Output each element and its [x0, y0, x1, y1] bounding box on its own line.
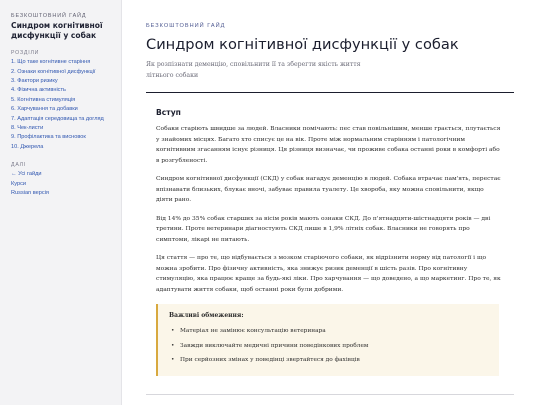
toc-link-environment[interactable]: 7. Адаптація середовища та догляд: [11, 115, 104, 122]
table-of-contents: [11, 58, 121, 152]
toc-link-prevention[interactable]: 9. Профілактика та висновок: [11, 134, 86, 141]
page-title: Синдром когнітивної дисфункції у собак: [146, 36, 459, 53]
callout-title: Важливі обмеження:: [169, 312, 244, 320]
toc-link-signs[interactable]: 2. Ознаки когнітивної дисфункції: [11, 68, 96, 75]
all-guides-link[interactable]: ← Усі гайди: [11, 171, 42, 178]
callout-item: [169, 353, 489, 368]
bullet-dot: •: [171, 342, 175, 349]
section-heading-intro: Вступ: [156, 108, 181, 118]
next-links: [11, 170, 121, 198]
callout-item-text: Завжди виключайте медичні причини поведінкових проблем: [180, 342, 369, 349]
courses-link[interactable]: Курси: [11, 180, 27, 187]
sidebar-title: Синдром когнітивної дисфункції у собак: [11, 21, 103, 40]
toc-link-checklists[interactable]: 8. Чек-листи: [11, 125, 44, 132]
callout-item: [169, 324, 489, 339]
callout-list: [169, 324, 489, 368]
toc-link-physical-activity[interactable]: 4. Фізична активність: [11, 87, 66, 94]
callout-item: [169, 339, 489, 354]
main-content: [146, 0, 516, 405]
toc-link-risk-factors[interactable]: 3. Фактори ризику: [11, 78, 58, 84]
bullet-dot: •: [171, 328, 175, 335]
toc-link-cognitive-stimulation[interactable]: 5. Когнітивна стимуляція: [11, 96, 76, 103]
toc-link-nutrition[interactable]: 6. Харчування та добавки: [11, 106, 78, 113]
section-divider: [146, 394, 514, 395]
russian-version-link[interactable]: Russian версія: [11, 190, 49, 197]
toc-link-what-is-cognitive-aging[interactable]: 1. Що таке когнітивне старіння: [11, 59, 91, 66]
article-body: [146, 108, 516, 395]
toc-link-sources[interactable]: 10. Джерела: [11, 143, 44, 150]
article-paragraph: Синдром когнітивної дисфункції (СКД) у собак нагадує деменцію в людей. Собака втрачає пам'ять, перестає впізнавати близьких, блукає вночі, забуває правила туалету. Це хвороба, яку можна сповільнити, якщо діяти рано.: [156, 175, 501, 204]
article-paragraph: Від 14% до 35% собак старших за вісім років мають ознаки СКД. До п'ятнадцяти-шістнадцяти років — дві третини. Проте ветеринари діагностують СКД лише в 1,9% літніх собак. Власники не говорять про симптоми, лікарі не питають.: [156, 214, 491, 243]
page-subtitle: Як розпізнати деменцію, сповільнити її та зберегти якість життя літнього собаки: [146, 61, 361, 79]
toc-label: РОЗДІЛИ: [11, 50, 40, 57]
sidebar: [0, 0, 122, 405]
article-paragraph: Ця стаття — про те, що відбувається з мозком старіючого собаки, як відрізнити норму від патології і що можна зробити. Про фізичну активність, яка знижує ризик деменції в шість разів. Про когнітивну стимуляцію, яка працює краще за будь-які ліки. Про харчування — що доведено, а що маркетинг. Про те, як адаптувати життя собаки, щоб останні роки були добрими.: [156, 254, 501, 293]
sidebar-eyebrow: БЕЗКОШТОВНИЙ ГАЙД: [11, 13, 87, 19]
limitations-callout: [156, 304, 499, 376]
bullet-dot: •: [171, 357, 175, 364]
next-label: ДАЛІ: [11, 162, 27, 169]
header-divider: [146, 92, 514, 93]
article-paragraph: Собаки старіють швидше за людей. Власники помічають: пес став повільнішим, менше грається, плутається у знайомих місцях. Багато хто списує це на вік. Проте між нормальним старінням і патологічним когнітивним згасанням існує різниця. Ця різниця визначає, чи проживе собака останні роки в комфорті або в розгубленості.: [156, 125, 501, 164]
page-eyebrow: БЕЗКОШТОВНИЙ ГАЙД: [146, 23, 226, 29]
callout-item-text: Матеріал не замінює консультацію ветеринара: [180, 328, 326, 335]
callout-item-text: При серйозних змінах у поведінці звертайтеся до фахівців: [180, 357, 360, 364]
